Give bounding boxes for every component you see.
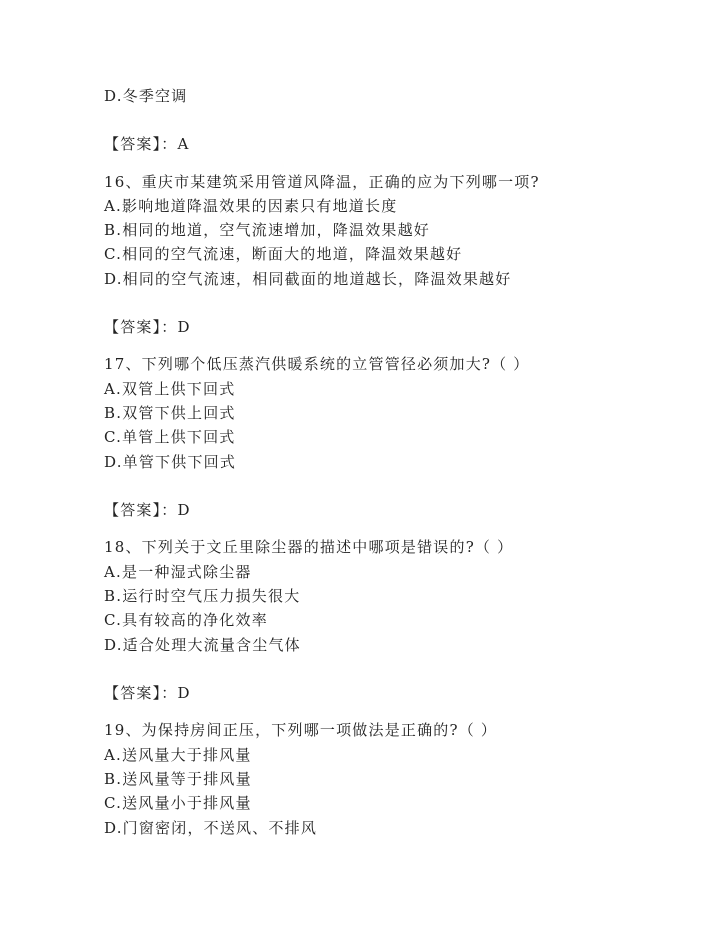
question-19-option-c: C.送风量小于排风量: [104, 794, 252, 812]
question-18-option-b: B.运行时空气压力损失很大: [104, 587, 301, 605]
question-19-option-b: B.送风量等于排风量: [104, 770, 252, 788]
question-16-option-b: B.相同的地道，空气流速增加，降温效果越好: [104, 221, 430, 239]
question-18-option-d: D.适合处理大流量含尘气体: [104, 636, 301, 654]
question-18-answer: 【答案】：D: [104, 684, 191, 702]
question-16-answer: 【答案】：D: [104, 318, 191, 336]
question-16-option-d: D.相同的空气流速，相同截面的地道越长，降温效果越好: [104, 270, 512, 288]
question-17-option-c: C.单管上供下回式: [104, 428, 236, 446]
question-17-stem: 17、下列哪个低压蒸汽供暖系统的立管管径必须加大?（ ）: [104, 355, 530, 373]
question-16-option-c: C.相同的空气流速，断面大的地道，降温效果越好: [104, 245, 463, 263]
question-18-stem: 18、下列关于文丘里除尘器的描述中哪项是错误的?（ ）: [104, 538, 514, 556]
question-17-option-d: D.单管下供下回式: [104, 453, 237, 471]
question-17-option-b: B.双管下供上回式: [104, 404, 236, 422]
question-17-option-a: A.双管上供下回式: [104, 380, 236, 398]
prev-question-option-d: D.冬季空调: [104, 87, 188, 105]
question-19-option-d: D.门窗密闭，不送风、不排风: [104, 819, 318, 837]
prev-question-answer: 【答案】：A: [104, 135, 190, 153]
question-16-option-a: A.影响地道降温效果的因素只有地道长度: [104, 197, 398, 215]
question-19-stem: 19、为保持房间正压，下列哪一项做法是正确的?（ ）: [104, 721, 498, 739]
question-18-option-a: A.是一种湿式除尘器: [104, 563, 252, 581]
question-17-answer: 【答案】：D: [104, 501, 191, 519]
question-19-option-a: A.送风量大于排风量: [104, 746, 252, 764]
question-18-option-c: C.具有较高的净化效率: [104, 611, 268, 629]
question-16-stem: 16、重庆市某建筑采用管道风降温，正确的应为下列哪一项?: [104, 173, 540, 191]
